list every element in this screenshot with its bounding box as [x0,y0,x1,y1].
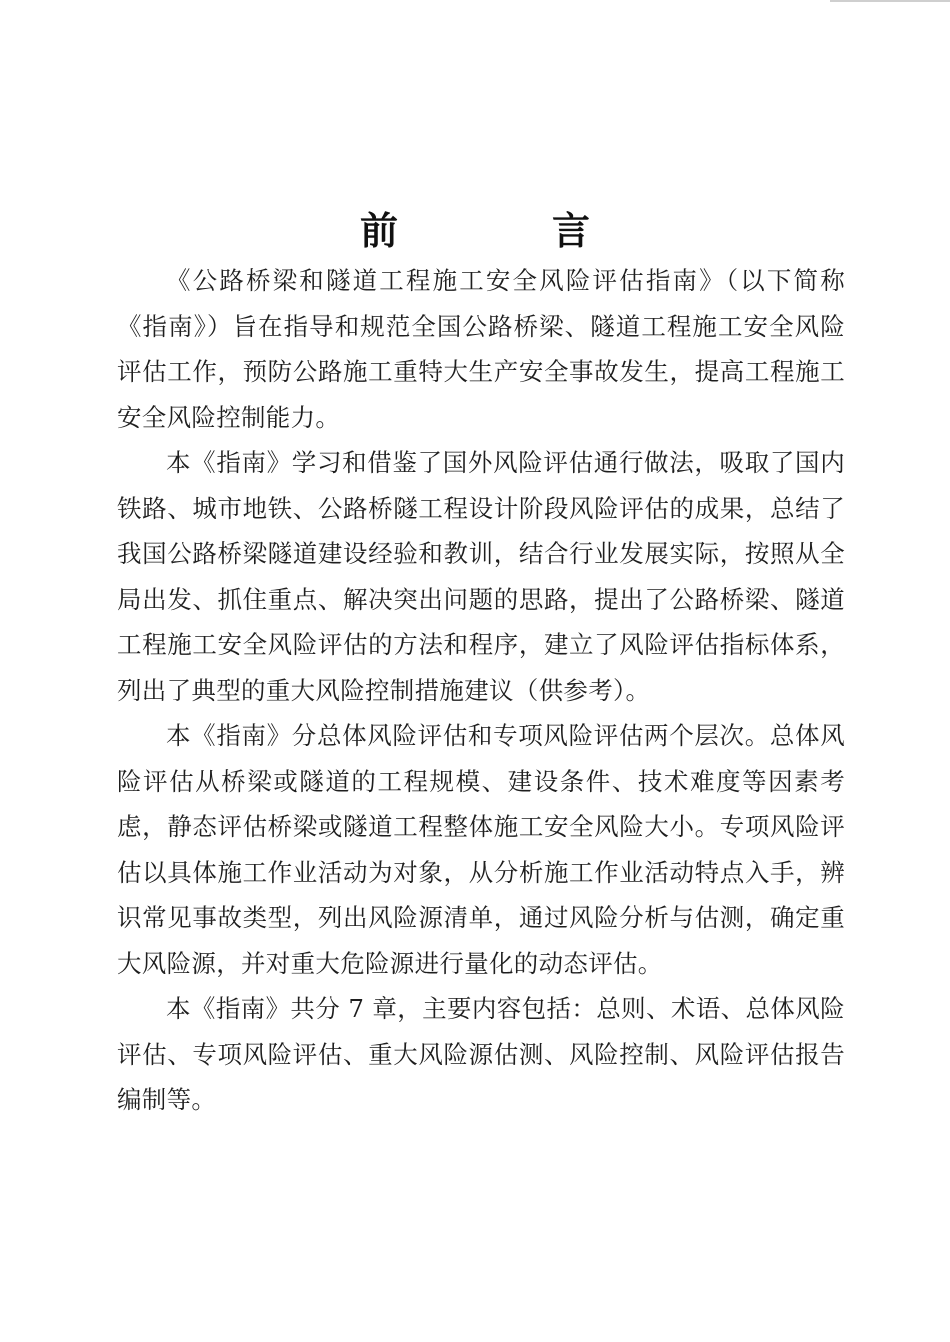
page-title: 前 言 [359,209,648,254]
paragraph-3: 本《指南》分总体风险评估和专项风险评估两个层次。总体风险评估从桥梁或隧道的工程规模、建设条件、技术难度等因素考虑，静态评估桥梁或隧道工程整体施工安全风险大小。专项风险评估以具体施工作业活动为对象，从分析施工作业活动特点入手，辨识常见事故类型，列出风险源清单，通过风险分析与估测，确定重大风险源，并对重大危险源进行量化的动态评估。 [117,721,845,978]
paragraph-4: 本《指南》共分 7 章，主要内容包括：总则、术语、总体风险评估、专项风险评估、重大风险源估测、风险控制、风险评估报告编制等。 [117,994,845,1114]
document-body [117,258,845,1123]
paragraph-2: 本《指南》学习和借鉴了国外风险评估通行做法，吸取了国内铁路、城市地铁、公路桥隧工程设计阶段风险评估的成果，总结了我国公路桥梁隧道建设经验和教训，结合行业发展实际，按照从全局出发、抓住重点、解决突出问题的思路，提出了公路桥梁、隧道工程施工安全风险评估的方法和程序，建立了风险评估指标体系，列出了典型的重大风险控制措施建议（供参考）。 [117,448,845,705]
top-edge-rule [830,0,950,2]
paragraph-1: 《公路桥梁和隧道工程施工安全风险评估指南》（以下简称《指南》）旨在指导和规范全国公路桥梁、隧道工程施工安全风险评估工作，预防公路施工重特大生产安全事故发生，提高工程施工安全风险控制能力。 [117,266,845,432]
